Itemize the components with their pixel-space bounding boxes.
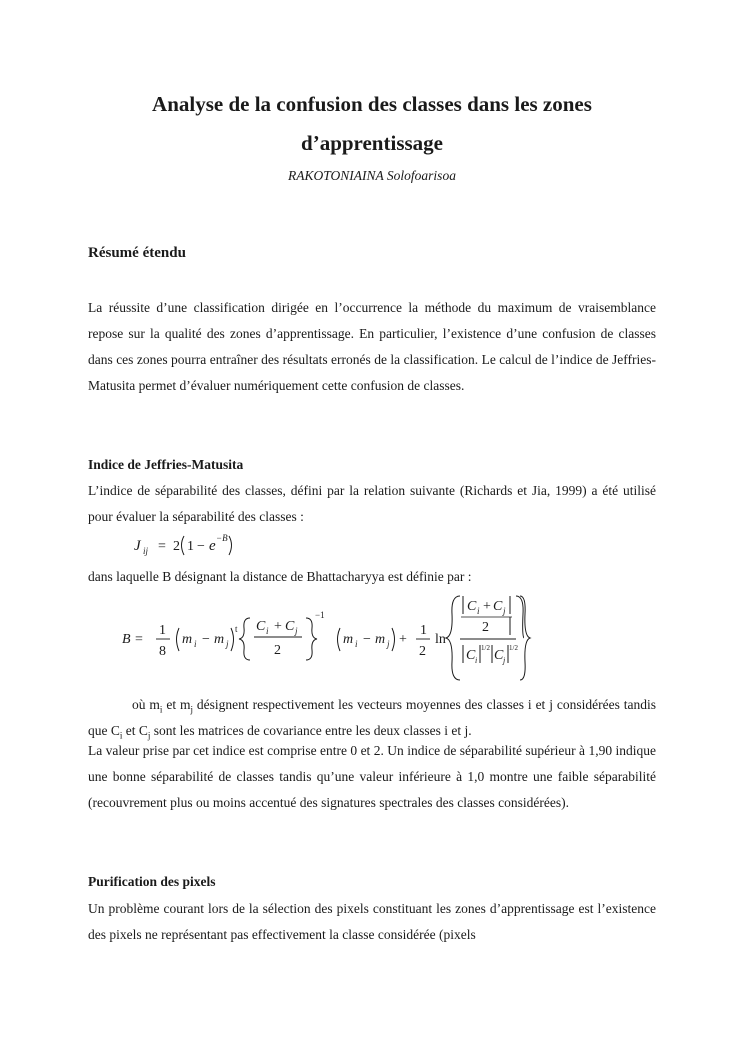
bh-minus2: − <box>363 632 371 647</box>
where-text-3: désignent respectivement les vecteurs moyennes des classes i et j considérées tandis que C <box>88 697 656 738</box>
bh-m2-j: j <box>226 639 229 649</box>
bh-m3-i: i <box>355 639 358 649</box>
bh-brace1-right <box>306 618 317 660</box>
purification-paragraph: Un problème courant lors de la sélection des pixels constituant les zones d’apprentissage est l’existence des pixels ne représentant pas effectivement la classe considérée (pixels <box>88 901 656 942</box>
where-text-1: où m <box>132 697 160 712</box>
ln-half-1: 1/2 <box>481 644 490 652</box>
bh-frac2-den: 2 <box>274 643 281 658</box>
ln-Ci: C <box>467 599 477 614</box>
bhattacharyya-formula <box>118 592 498 684</box>
bh-paren2-left <box>338 628 341 651</box>
bh-m1-i: i <box>194 639 197 649</box>
bh-brace2-left <box>446 596 460 680</box>
jm-eq: = <box>158 539 166 554</box>
where-text-5: sont les matrices de covariance entre les deux classes i et j. <box>150 723 472 738</box>
author: RAKOTONIAINA Solofoarisoa <box>288 168 456 183</box>
jm-exp: −B <box>216 533 228 543</box>
bh-paren2-right <box>392 628 395 651</box>
jm-ij: ij <box>143 546 149 556</box>
bh-ln: ln <box>435 632 446 647</box>
title-line-1: Analyse de la confusion des classes dans les zones <box>152 92 592 116</box>
where-text-2: et m <box>162 697 191 712</box>
bh-brace2-right <box>520 596 530 680</box>
ln-Cj: C <box>493 599 503 614</box>
bh-brace1-left <box>239 618 250 660</box>
jm-intro-paragraph: L’indice de séparabilité des classes, défini par la relation suivante (Richards et Jia, 1999) a été utilisé pour évaluer la séparabilité des classes : <box>88 483 656 524</box>
jm-two: 2 <box>173 539 180 554</box>
jm-formula <box>128 530 238 560</box>
jm-paren-right <box>229 536 232 555</box>
ln-Ci2: C <box>466 648 476 663</box>
jm-one: 1 <box>187 539 194 554</box>
where-sub-ci: i <box>119 730 123 741</box>
ln-Cj2: C <box>494 648 504 663</box>
range-paragraph: La valeur prise par cet indice est comprise entre 0 et 2. Un indice de séparabilité supérieur à 1,90 indique une bonne séparabilité de classes tandis qu’une valeur inférieure à 1,0 montre une faible séparabilité (recouvrement plus ou moins accentué des signatures spectrales des classes considérées). <box>88 743 656 810</box>
bhatt-intro-paragraph: dans laquelle B désignant la distance de Bhattacharyya est définie par : <box>88 569 472 584</box>
bh-plus1: + <box>274 619 282 634</box>
where-text-4: et C <box>122 723 148 738</box>
ln-Ci-sub: i <box>477 606 480 616</box>
ln-Cj-sub: j <box>503 606 506 616</box>
bh-B: B <box>122 632 131 647</box>
bh-m1: m <box>182 632 193 647</box>
bh-minus1: − <box>202 632 210 647</box>
where-sub-mi: i <box>159 704 163 715</box>
bh-frac3-den: 2 <box>419 644 426 659</box>
bh-inverse: −1 <box>315 610 325 620</box>
bh-m3: m <box>343 632 354 647</box>
bh-m4-j: j <box>387 639 390 649</box>
jm-J: J <box>134 538 141 554</box>
bh-paren1-left <box>177 628 180 651</box>
resume-paragraph: La réussite d’une classification dirigée en l’occurrence la méthode du maximum de vraisemblance repose sur la qualité des zones d’apprentissage. En particulier, l’existence d’une confusion de classes dans ces zones pourra entraîner des résultats erronés de la classification. Le calcul de l’indice de Jeffries-Matusita permet d’évaluer numériquement cette confusion de classes. <box>88 300 656 393</box>
bh-Ci1: C <box>256 619 266 634</box>
bh-paren1-right <box>231 628 234 651</box>
bh-transpose: t <box>235 624 238 634</box>
where-sub-cj: j <box>147 730 151 741</box>
ln-plus: + <box>483 599 491 614</box>
bh-Cj1-sub: j <box>295 626 298 636</box>
where-sub-mj: j <box>190 704 194 715</box>
bh-plus2: + <box>399 632 407 647</box>
where-paragraph <box>88 692 656 744</box>
jm-paren-left <box>182 536 185 555</box>
bh-Ci1-sub: i <box>266 626 269 636</box>
bh-m2: m <box>214 632 225 647</box>
jm-e: e <box>209 538 216 554</box>
ln-Ci2-sub: i <box>475 656 478 665</box>
bhattacharyya-brace-right <box>518 592 532 684</box>
resume-heading: Résumé étendu <box>88 245 186 261</box>
purification-heading: Purification des pixels <box>88 874 216 889</box>
title-line-2: d’apprentissage <box>301 131 443 155</box>
bh-m4: m <box>375 632 386 647</box>
bh-frac3-num: 1 <box>420 623 427 638</box>
ln-half-2: 1/2 <box>509 644 518 652</box>
ln-Cj2-sub: j <box>503 656 506 665</box>
jm-heading: Indice de Jeffries-Matusita <box>88 457 244 472</box>
jm-minus: − <box>197 539 205 554</box>
bh-Cj1: C <box>285 619 295 634</box>
bh-frac1-den: 8 <box>159 644 166 659</box>
bhattacharyya-ln-argument <box>460 592 524 684</box>
bh-eq: = <box>135 632 143 647</box>
bh-frac1-num: 1 <box>159 623 166 638</box>
ln-two: 2 <box>482 620 489 635</box>
